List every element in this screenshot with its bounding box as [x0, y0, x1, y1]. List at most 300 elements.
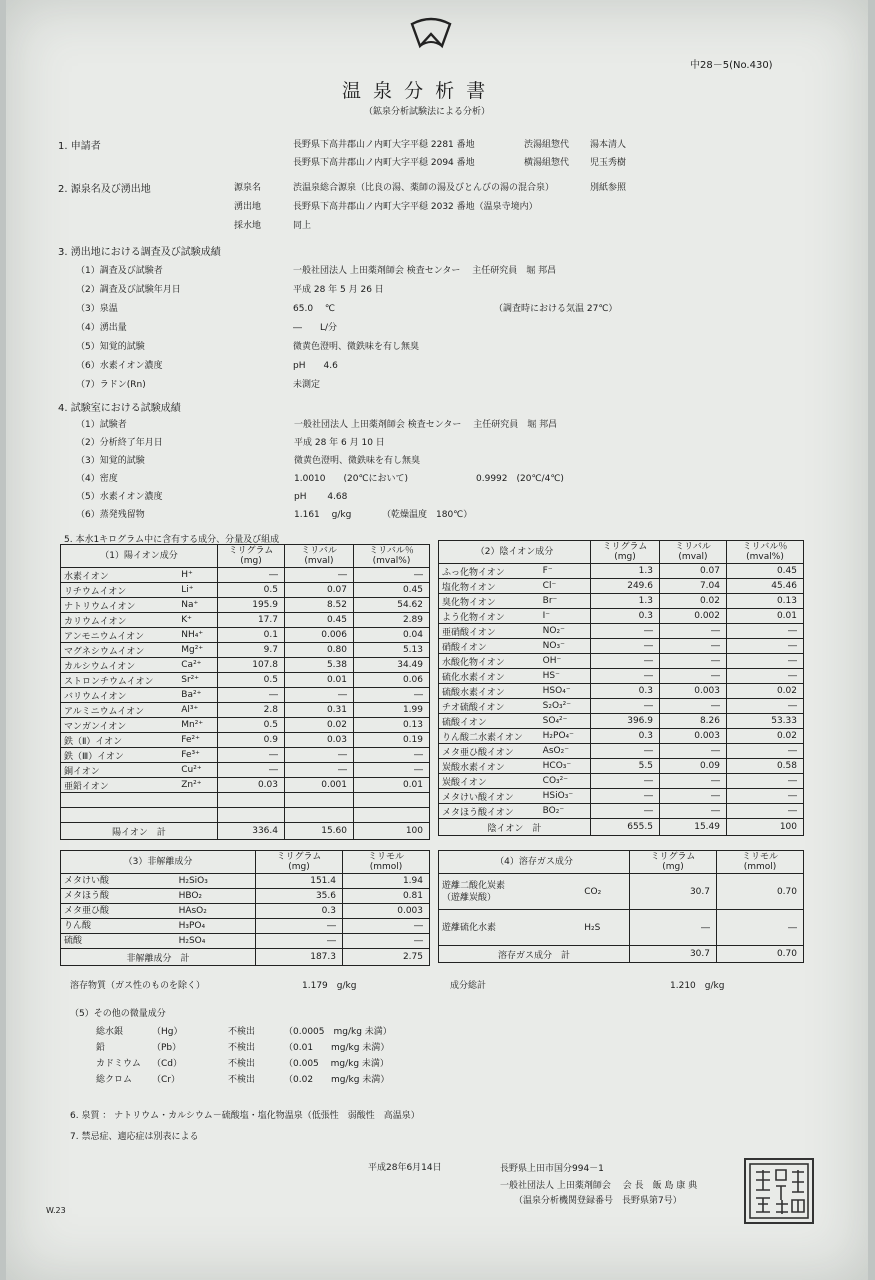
- trace-result: 不検出: [228, 1075, 256, 1085]
- component-value: ―: [717, 910, 804, 946]
- table-row: [61, 598, 430, 613]
- ion-name: 鉄（Ⅲ）イオン: [61, 748, 179, 763]
- ion-value: 0.003: [660, 684, 727, 699]
- table-total-row: [61, 823, 430, 840]
- ion-name: アンモニウムイオン: [61, 628, 179, 643]
- component-name: りん酸: [61, 919, 176, 934]
- ion-name: [61, 808, 179, 823]
- field-label: （7）ラドン(Rn): [76, 380, 146, 390]
- applicant-address: 長野県下高井郡山ノ内町大字平穏 2094 番地: [293, 158, 475, 168]
- ion-value: ―: [591, 744, 660, 759]
- source-label: 源泉名: [234, 183, 262, 193]
- ion-value: 0.45: [285, 613, 354, 628]
- component-formula: H₂S: [581, 910, 629, 946]
- total-value: 187.3: [256, 949, 343, 966]
- total-value: 15.60: [285, 823, 354, 840]
- lab-value: 平成 28 年 6 月 10 日: [294, 438, 385, 448]
- header-cell: （3）非解離成分: [61, 851, 256, 874]
- lab-value: 一般社団法人 上田薬剤師会 検査センター 主任研究員 堀 邦昌: [294, 420, 558, 430]
- ion-value: 195.9: [218, 598, 285, 613]
- ion-value: 45.46: [727, 579, 804, 594]
- ion-name: りん酸二水素イオン: [439, 729, 540, 744]
- ion-value: ―: [285, 748, 354, 763]
- ion-value: ―: [727, 699, 804, 714]
- ion-name: 硫酸イオン: [439, 714, 540, 729]
- table-row: [439, 609, 804, 624]
- ion-symbol: CO₃²⁻: [540, 774, 591, 789]
- table-header-row: [439, 851, 804, 874]
- component-name: 遊離硫化水素: [439, 910, 582, 946]
- table-row: [439, 789, 804, 804]
- ion-value: ―: [727, 669, 804, 684]
- ion-value: ―: [727, 774, 804, 789]
- ion-symbol: BO₂⁻: [540, 804, 591, 819]
- ion-value: [354, 793, 430, 808]
- table-row: [61, 889, 430, 904]
- ion-name: 硝酸イオン: [439, 639, 540, 654]
- total-value: 2.75: [343, 949, 430, 966]
- ion-name: 硫酸水素イオン: [439, 684, 540, 699]
- table-row: [61, 778, 430, 793]
- lab-label: （4）密度: [76, 474, 118, 484]
- table-row: [61, 934, 430, 949]
- ion-value: 0.02: [727, 684, 804, 699]
- document-title: 温 泉 分 析 書: [342, 80, 489, 102]
- table-row: [61, 874, 430, 889]
- ion-value: 1.99: [354, 703, 430, 718]
- ion-value: ―: [354, 568, 430, 583]
- component-formula: HBO₂: [176, 889, 256, 904]
- nondissociated-table: [60, 850, 430, 966]
- lab-label: （3）知覚的試験: [76, 456, 145, 466]
- total-value: 100: [354, 823, 430, 840]
- ion-value: ―: [727, 744, 804, 759]
- contraindications-note: 7. 禁忌症、適応症は別表による: [70, 1132, 199, 1142]
- source-value: 長野県下高井郡山ノ内町大字平穏 2032 番地（温泉寺境内）: [293, 202, 538, 212]
- table-row: [61, 718, 430, 733]
- ion-symbol: Sr²⁺: [178, 673, 217, 688]
- lab-label: （1）試験者: [76, 420, 127, 430]
- component-value: 0.003: [343, 904, 430, 919]
- ion-value: 0.9: [218, 733, 285, 748]
- document-subtitle: （鉱泉分析試験法による分析）: [364, 107, 491, 117]
- table-total-row: [61, 949, 430, 966]
- ion-name: ナトリウムイオン: [61, 598, 179, 613]
- ion-symbol: SO₄²⁻: [540, 714, 591, 729]
- ion-name: 鉄（Ⅱ）イオン: [61, 733, 179, 748]
- ion-value: 0.001: [285, 778, 354, 793]
- ion-symbol: S₂O₃²⁻: [540, 699, 591, 714]
- ion-value: 396.9: [591, 714, 660, 729]
- applicant-address: 長野県下高井郡山ノ内町大字平穏 2281 番地: [293, 140, 475, 150]
- component-total-value: 1.210 g/kg: [670, 981, 725, 991]
- table-header-row: [61, 851, 430, 874]
- table-row: [439, 654, 804, 669]
- table-row: [61, 793, 430, 808]
- ion-symbol: Al³⁺: [178, 703, 217, 718]
- ion-value: ―: [660, 654, 727, 669]
- component-name: メタ亜ひ酸: [61, 904, 176, 919]
- source-label: 採水地: [234, 221, 262, 231]
- ion-value: 0.01: [727, 609, 804, 624]
- ion-value: [218, 793, 285, 808]
- table-total-row: [439, 946, 804, 963]
- source-heading: 2. 源泉名及び湧出地: [58, 184, 151, 195]
- ion-value: 0.01: [285, 673, 354, 688]
- ion-name: アルミニウムイオン: [61, 703, 179, 718]
- ion-value: ―: [660, 804, 727, 819]
- table-row: [61, 919, 430, 934]
- source-value: 同上: [293, 221, 312, 231]
- ion-value: 0.3: [591, 684, 660, 699]
- header-cell: ミリバル (mval): [660, 541, 727, 564]
- table-row: [61, 583, 430, 598]
- table-row: [61, 808, 430, 823]
- ion-value: ―: [285, 763, 354, 778]
- ion-symbol: Cl⁻: [540, 579, 591, 594]
- ion-name: カルシウムイオン: [61, 658, 179, 673]
- trace-limit: （0.0005 mg/kg 未満）: [284, 1027, 392, 1037]
- ion-symbol: F⁻: [540, 564, 591, 579]
- component-name: 硫酸: [61, 934, 176, 949]
- header-cell: ミリグラム (mg): [591, 541, 660, 564]
- component-formula: H₂SO₄: [176, 934, 256, 949]
- ion-symbol: H₂PO₄⁻: [540, 729, 591, 744]
- component-formula: HAsO₂: [176, 904, 256, 919]
- trace-result: 不検出: [228, 1027, 256, 1037]
- component-value: 0.81: [343, 889, 430, 904]
- ion-name: 亜硝酸イオン: [439, 624, 540, 639]
- component-value: 35.6: [256, 889, 343, 904]
- ion-value: ―: [354, 688, 430, 703]
- trace-name: 総水銀: [96, 1027, 124, 1037]
- ion-value: ―: [660, 639, 727, 654]
- ion-value: 5.5: [591, 759, 660, 774]
- field-label: （5）知覚的試験: [76, 342, 145, 352]
- ion-value: 8.26: [660, 714, 727, 729]
- ion-value: ―: [591, 804, 660, 819]
- trace-name: カドミウム: [96, 1059, 141, 1069]
- table-row: [439, 910, 804, 946]
- lab-value: pH 4.68: [294, 492, 348, 502]
- ion-symbol: Fe³⁺: [178, 748, 217, 763]
- ion-symbol: Mn²⁺: [178, 718, 217, 733]
- ion-value: ―: [285, 688, 354, 703]
- component-value: ―: [343, 934, 430, 949]
- table-header-row: [439, 541, 804, 564]
- trace-limit: （0.01 mg/kg 未満）: [284, 1043, 390, 1053]
- ion-value: 53.33: [727, 714, 804, 729]
- trace-limit: （0.005 mg/kg 未満）: [284, 1059, 389, 1069]
- table-row: [61, 688, 430, 703]
- ion-value: 0.01: [354, 778, 430, 793]
- ion-value: 0.02: [285, 718, 354, 733]
- total-value: 655.5: [591, 819, 660, 836]
- header-cell: ミリグラム (mg): [218, 545, 285, 568]
- header-cell: （2）陰イオン成分: [439, 541, 591, 564]
- ion-value: 2.89: [354, 613, 430, 628]
- total-value: 30.7: [630, 946, 717, 963]
- applicant-organization: 渋湯組惣代: [524, 140, 570, 150]
- component-formula: CO₂: [581, 874, 629, 910]
- ion-name: 水酸化物イオン: [439, 654, 540, 669]
- issuer-address: 長野県上田市国分994－1: [500, 1164, 604, 1174]
- ion-name: メタ亜ひ酸イオン: [439, 744, 540, 759]
- ion-value: ―: [727, 624, 804, 639]
- ion-symbol: [178, 808, 217, 823]
- trace-symbol: （Cr）: [152, 1075, 180, 1085]
- table-row: [61, 904, 430, 919]
- ion-symbol: Mg²⁺: [178, 643, 217, 658]
- ion-symbol: Li⁺: [178, 583, 217, 598]
- ion-value: ―: [591, 654, 660, 669]
- ion-name: メタけい酸イオン: [439, 789, 540, 804]
- total-label: 陰イオン 計: [439, 819, 591, 836]
- ion-symbol: I⁻: [540, 609, 591, 624]
- ion-symbol: Zn²⁺: [178, 778, 217, 793]
- header-cell: ミリバル (mval): [285, 545, 354, 568]
- ion-value: ―: [660, 744, 727, 759]
- source-extra: 別紙参照: [590, 183, 627, 193]
- ion-name: 炭酸水素イオン: [439, 759, 540, 774]
- table-row: [61, 658, 430, 673]
- field-value: 平成 28 年 5 月 26 日: [293, 285, 384, 295]
- ion-value: ―: [354, 763, 430, 778]
- ion-name: リチウムイオン: [61, 583, 179, 598]
- ion-symbol: Fe²⁺: [178, 733, 217, 748]
- ion-symbol: Ca²⁺: [178, 658, 217, 673]
- crest-logo-icon: [408, 16, 454, 52]
- ion-value: 0.02: [660, 594, 727, 609]
- ion-symbol: K⁺: [178, 613, 217, 628]
- trace-name: 鉛: [96, 1043, 106, 1053]
- table-row: [439, 759, 804, 774]
- anion-table: [438, 540, 804, 836]
- table-row: [439, 594, 804, 609]
- ion-name: メタほう酸イオン: [439, 804, 540, 819]
- ion-value: 0.3: [591, 729, 660, 744]
- lab-value: 1.161 g/kg: [294, 510, 352, 520]
- component-value: ―: [256, 919, 343, 934]
- ion-name: マンガンイオン: [61, 718, 179, 733]
- ion-value: ―: [727, 789, 804, 804]
- field-value: ― L/分: [293, 323, 338, 333]
- component-value: ―: [343, 919, 430, 934]
- dissolved-gas-table: [438, 850, 804, 963]
- ion-value: 0.1: [218, 628, 285, 643]
- field-value: pH 4.6: [293, 361, 338, 371]
- field-label: （1）調査及び試験者: [76, 266, 163, 276]
- ion-value: 0.003: [660, 729, 727, 744]
- ion-symbol: AsO₂⁻: [540, 744, 591, 759]
- component-name: メタほう酸: [61, 889, 176, 904]
- ion-value: ―: [727, 639, 804, 654]
- component-total-label: 成分総計: [450, 981, 487, 991]
- component-value: 1.94: [343, 874, 430, 889]
- ion-value: ―: [591, 699, 660, 714]
- ion-value: 7.04: [660, 579, 727, 594]
- trace-limit: （0.02 mg/kg 未満）: [284, 1075, 390, 1085]
- composition-heading: 5. 本水1キログラム中に含有する成分、分量及び組成: [64, 535, 280, 545]
- ion-name: 炭酸イオン: [439, 774, 540, 789]
- ion-symbol: NH₄⁺: [178, 628, 217, 643]
- total-label: 非解離成分 計: [61, 949, 256, 966]
- ion-value: ―: [354, 748, 430, 763]
- ion-value: ―: [660, 699, 727, 714]
- table-row: [439, 874, 804, 910]
- ion-value: ―: [591, 669, 660, 684]
- table-row: [61, 568, 430, 583]
- ion-name: カリウムイオン: [61, 613, 179, 628]
- ion-value: ―: [727, 654, 804, 669]
- header-cell: ミリグラム (mg): [256, 851, 343, 874]
- ion-value: 1.3: [591, 594, 660, 609]
- field-label: （2）調査及び試験年月日: [76, 285, 181, 295]
- ion-value: 0.58: [727, 759, 804, 774]
- ion-value: 34.49: [354, 658, 430, 673]
- lab-extra: （乾燥温度 180℃）: [382, 510, 473, 520]
- ion-symbol: OH⁻: [540, 654, 591, 669]
- component-name: メタけい酸: [61, 874, 176, 889]
- dissolved-matter-label: 溶存物質（ガス性のものを除く）: [70, 981, 206, 991]
- trace-heading: （5）その他の微量成分: [70, 1009, 166, 1019]
- trace-symbol: （Cd）: [152, 1059, 182, 1069]
- ion-value: ―: [218, 748, 285, 763]
- document-number: 中28－5(No.430): [690, 60, 773, 71]
- header-cell: ミリバル％ (mval%): [727, 541, 804, 564]
- trace-symbol: （Pb）: [152, 1043, 182, 1053]
- ion-name: バリウムイオン: [61, 688, 179, 703]
- ion-value: 9.7: [218, 643, 285, 658]
- total-value: 15.49: [660, 819, 727, 836]
- ion-symbol: HSO₄⁻: [540, 684, 591, 699]
- ion-value: 0.03: [285, 733, 354, 748]
- ion-name: 硫化水素イオン: [439, 669, 540, 684]
- field-label: （3）泉温: [76, 304, 118, 314]
- field-value: 65.0 ℃: [293, 304, 336, 314]
- ion-value: [218, 808, 285, 823]
- total-label: 陽イオン 計: [61, 823, 218, 840]
- ion-value: ―: [218, 763, 285, 778]
- header-cell: ミリグラム (mg): [630, 851, 717, 874]
- table-row: [439, 639, 804, 654]
- table-row: [439, 774, 804, 789]
- lab-value: 微黄色澄明、微鉄味を有し無臭: [294, 456, 421, 466]
- issue-date: 平成28年6月14日: [368, 1163, 442, 1173]
- total-label: 溶存ガス成分 計: [439, 946, 630, 963]
- ion-symbol: HSiO₃⁻: [540, 789, 591, 804]
- ion-value: ―: [218, 688, 285, 703]
- ion-value: 0.45: [354, 583, 430, 598]
- issuer-registration: （温泉分析機関登録番号 長野県第7号）: [514, 1196, 682, 1206]
- ion-name: ストロンチウムイオン: [61, 673, 179, 688]
- applicant-heading: 1. 申請者: [58, 141, 101, 152]
- lab-label: （2）分析終了年月日: [76, 438, 163, 448]
- component-value: 0.3: [256, 904, 343, 919]
- component-value: ―: [630, 910, 717, 946]
- table-row: [61, 628, 430, 643]
- issuer-organization: 一般社団法人 上田薬剤師会 会 長 飯 島 康 典: [500, 1181, 698, 1191]
- ion-value: 0.19: [354, 733, 430, 748]
- spring-quality: 6. 泉質 ： ナトリウム・カルシウム－硫酸塩・塩化物温泉（低張性 弱酸性 高温泉）: [70, 1111, 420, 1121]
- table-row: [61, 613, 430, 628]
- lab-label: （6）蒸発残留物: [76, 510, 145, 520]
- table-row: [61, 703, 430, 718]
- ion-value: 0.13: [727, 594, 804, 609]
- table-row: [439, 714, 804, 729]
- component-value: 30.7: [630, 874, 717, 910]
- header-cell: （1）陽イオン成分: [61, 545, 218, 568]
- ion-symbol: Cu²⁺: [178, 763, 217, 778]
- field-value: 微黄色澄明、微鉄味を有し無臭: [293, 342, 420, 352]
- component-formula: H₂SiO₃: [176, 874, 256, 889]
- ion-value: 0.5: [218, 673, 285, 688]
- ion-value: [354, 808, 430, 823]
- ion-value: 0.03: [218, 778, 285, 793]
- header-cell: ミリバル％ (mval%): [354, 545, 430, 568]
- ion-value: ―: [660, 774, 727, 789]
- ion-value: ―: [591, 639, 660, 654]
- ion-value: 0.07: [285, 583, 354, 598]
- table-row: [439, 624, 804, 639]
- document-sheet: [6, 0, 868, 1280]
- component-formula: H₃PO₄: [176, 919, 256, 934]
- dissolved-matter-value: 1.179 g/kg: [302, 981, 357, 991]
- ion-value: 0.06: [354, 673, 430, 688]
- ion-value: 0.80: [285, 643, 354, 658]
- ion-value: 5.13: [354, 643, 430, 658]
- ion-value: 17.7: [218, 613, 285, 628]
- table-row: [61, 673, 430, 688]
- ion-value: [285, 793, 354, 808]
- ion-name: 塩化物イオン: [439, 579, 540, 594]
- table-row: [439, 579, 804, 594]
- component-name: 遊離二酸化炭素 （遊離炭酸）: [439, 874, 582, 910]
- ion-value: ―: [660, 624, 727, 639]
- ion-name: チオ硫酸イオン: [439, 699, 540, 714]
- component-value: 0.70: [717, 874, 804, 910]
- lab-extra: 0.9992 (20℃/4℃): [476, 474, 564, 484]
- total-value: 0.70: [717, 946, 804, 963]
- field-extra: （調査時における気温 27℃）: [494, 304, 618, 314]
- header-cell: ミリモル (mmol): [343, 851, 430, 874]
- ion-value: 0.3: [591, 609, 660, 624]
- trace-symbol: （Hg）: [152, 1027, 183, 1037]
- ion-value: 0.13: [354, 718, 430, 733]
- source-value: 渋温泉総合源泉（比良の湯、薬師の湯及びとんびの湯の混合泉）: [293, 183, 555, 193]
- table-row: [61, 748, 430, 763]
- ion-name: ふっ化物イオン: [439, 564, 540, 579]
- ion-name: マグネシウムイオン: [61, 643, 179, 658]
- ion-value: 0.04: [354, 628, 430, 643]
- table-row: [439, 804, 804, 819]
- component-value: ―: [256, 934, 343, 949]
- ion-value: ―: [591, 774, 660, 789]
- ion-name: よう化物イオン: [439, 609, 540, 624]
- table-row: [439, 684, 804, 699]
- ion-value: ―: [591, 789, 660, 804]
- table-total-row: [439, 819, 804, 836]
- applicant-name: 児玉秀樹: [590, 158, 627, 168]
- source-label: 湧出地: [234, 202, 262, 212]
- ion-value: 0.5: [218, 583, 285, 598]
- table-row: [61, 733, 430, 748]
- ion-value: ―: [591, 624, 660, 639]
- official-seal-icon: [744, 1158, 814, 1224]
- field-test-heading: 3. 湧出地における調査及び試験成績: [58, 247, 221, 258]
- lab-value: 1.0010 (20℃において): [294, 474, 409, 484]
- total-value: 100: [727, 819, 804, 836]
